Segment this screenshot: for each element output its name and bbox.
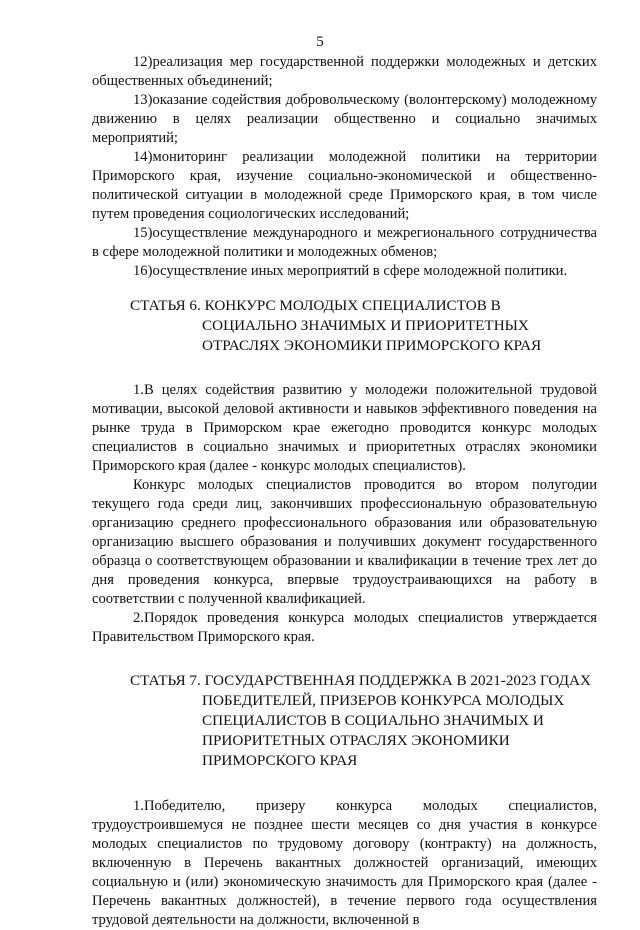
document-body [92,53,597,930]
article-6-paragraph-3: 2.Порядок проведения конкурса молодых специалистов утверждается Правительством Приморского края. [92,610,597,645]
list-item-16: 16)осуществление иных мероприятий в сфере молодежной политики. [133,263,568,279]
article-7-heading: СТАТЬЯ 7. ГОСУДАРСТВЕННАЯ ПОДДЕРЖКА В 2021-2023 ГОДАХ ПОБЕДИТЕЛЕЙ, ПРИЗЕРОВ КОНКУРСА МОЛОДЫХ СПЕЦИАЛИСТОВ В СОЦИАЛЬНО ЗНАЧИМЫХ И ПРИОРИТЕТНЫХ ОТРАСЛЯХ ЭКОНОМИКИ ПРИМОРСКОГО КРАЯ [130,672,591,769]
article-6-heading: СТАТЬЯ 6. КОНКУРС МОЛОДЫХ СПЕЦИАЛИСТОВ В СОЦИАЛЬНО ЗНАЧИМЫХ И ПРИОРИТЕТНЫХ ОТРАСЛЯХ ЭКОНОМИКИ ПРИМОРСКОГО КРАЯ [130,297,542,354]
article-7-paragraph-1: 1.Победителю, призеру конкурса молодых специалистов, трудоустроившемуся не позднее шести месяцев со дня участия в конкурсе молодых специалистов по трудовому договору (контракту) на должность, включенную в Перечень вакантных должностей организаций, имеющих социальную и (или) экономическую значимость для Приморского края (далее - Перечень вакантных должностей), в течение первого года осуществления трудовой деятельности на должности, включенной в [92,798,597,928]
article-6-paragraph-2: Конкурс молодых специалистов проводится во втором полугодии текущего года среди лиц, закончивших профессиональную образовательную организацию среднего профессионального образования или образовательную организацию высшего образования и получивших документ государственного образца о соответствующем образовании и квалификации в течение трех лет до дня проведения конкурса, впервые трудоустраивающихся на работу в соответствии с полученной квалификацией. [92,477,597,607]
list-item-14: 14)мониторинг реализации молодежной политики на территории Приморского края, изучение социально-экономической и общественно-политической ситуации в молодежной среде Приморского края, в том числе путем проведения социологических исследований; [92,149,597,222]
list-item-12: 12)реализация мер государственной поддержки молодежных и детских общественных объединений; [92,54,597,89]
article-6-paragraph-1: 1.В целях содействия развитию у молодежи положительной трудовой мотивации, высокой деловой активности и навыков эффективного поведения на рынке труда в Приморском крае ежегодно проводится конкурс молодых специалистов в социально значимых и приоритетных отраслях экономики Приморского края (далее - конкурс молодых специалистов). [92,382,597,474]
list-item-15: 15)осуществление международного и межрегионального сотрудничества в сфере молодежной политики и молодежных обменов; [92,225,597,260]
page-number: 5 [316,34,324,50]
list-item-13: 13)оказание содействия добровольческому (волонтерскому) молодежному движению в целях реализации общественно и социально значимых мероприятий; [92,92,597,146]
